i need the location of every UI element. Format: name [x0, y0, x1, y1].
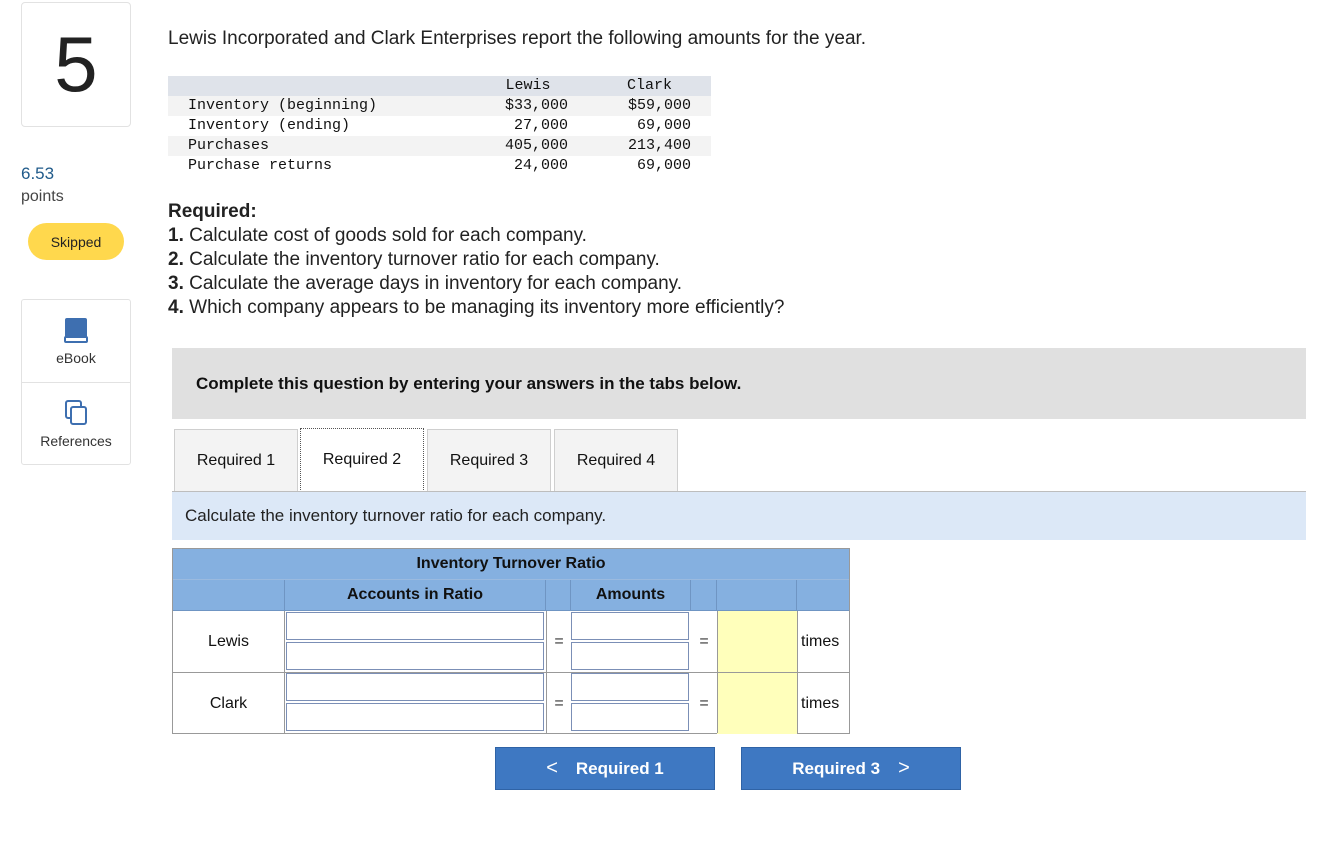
required-item-number: 3.	[168, 273, 184, 294]
next-tab-label: Required 3	[792, 758, 881, 778]
equals-sign: =	[699, 632, 709, 650]
unit-label: times	[801, 632, 840, 650]
clark-value: 213,400	[588, 136, 711, 156]
header-accounts: Accounts in Ratio	[285, 580, 546, 611]
chevron-left-icon: <	[546, 757, 558, 779]
clark-value: 69,000	[588, 156, 711, 176]
header-clark: Clark	[588, 76, 711, 96]
status-badge: Skipped	[28, 223, 124, 260]
row-label-lewis: Lewis	[173, 611, 285, 672]
unit-label: times	[801, 694, 840, 712]
header-blank-cell	[797, 580, 849, 611]
points-block	[21, 164, 64, 206]
row-label: Purchase returns	[168, 156, 468, 176]
clark-numerator-amount-input[interactable]	[571, 673, 689, 701]
header-amounts: Amounts	[571, 580, 691, 611]
lewis-ratio-result[interactable]	[717, 611, 797, 672]
clark-value: 69,000	[588, 116, 711, 136]
header-blank	[168, 76, 468, 96]
lewis-value: $33,000	[468, 96, 588, 116]
tab-required-1[interactable]: Required 1	[174, 429, 298, 491]
lewis-value: 24,000	[468, 156, 588, 176]
header-blank-cell	[173, 580, 285, 611]
ratio-table-title: Inventory Turnover Ratio	[173, 549, 849, 580]
question-number: 5	[21, 2, 131, 127]
equals-sign: =	[554, 632, 564, 650]
table-row	[168, 136, 711, 156]
lewis-numerator-amount-input[interactable]	[571, 612, 689, 640]
required-item-number: 4.	[168, 297, 184, 318]
references-label: References	[40, 432, 112, 449]
required-item-number: 1.	[168, 225, 184, 246]
header-lewis: Lewis	[468, 76, 588, 96]
prev-tab-button[interactable]	[495, 747, 715, 790]
required-item	[168, 272, 784, 296]
prev-tab-label: Required 1	[575, 758, 664, 778]
column-divider	[797, 611, 798, 733]
row-label-clark: Clark	[173, 673, 285, 734]
clark-ratio-result[interactable]	[717, 673, 797, 734]
required-item	[168, 296, 784, 320]
lewis-value: 27,000	[468, 116, 588, 136]
clark-value: $59,000	[588, 96, 711, 116]
next-tab-button[interactable]	[741, 747, 961, 790]
copy-icon	[63, 399, 89, 427]
tab-required-4[interactable]: Required 4	[554, 429, 678, 491]
header-blank-cell	[717, 580, 797, 611]
header-blank-cell	[691, 580, 717, 611]
required-item-number: 2.	[168, 249, 184, 270]
references-button[interactable]	[22, 382, 130, 464]
problem-intro: Lewis Incorporated and Clark Enterprises report the following amounts for the year.	[168, 28, 867, 49]
clark-denominator-amount-input[interactable]	[571, 703, 689, 731]
required-item-text: Which company appears to be managing its inventory more efficiently?	[189, 297, 785, 318]
column-divider	[546, 611, 547, 733]
given-data-table	[168, 76, 711, 176]
required-item-text: Calculate the inventory turnover ratio for each company.	[189, 249, 660, 270]
required-heading: Required:	[168, 201, 257, 222]
lewis-numerator-account-input[interactable]	[286, 612, 544, 640]
equals-sign: =	[554, 694, 564, 712]
required-item-text: Calculate cost of goods sold for each company.	[189, 225, 587, 246]
required-item-text: Calculate the average days in inventory for each company.	[189, 273, 683, 294]
table-header-row	[168, 76, 711, 96]
table-row	[168, 96, 711, 116]
table-row	[168, 156, 711, 176]
tab-required-2[interactable]: Required 2	[300, 428, 424, 492]
lewis-denominator-account-input[interactable]	[286, 642, 544, 670]
lewis-denominator-amount-input[interactable]	[571, 642, 689, 670]
tab-required-3[interactable]: Required 3	[427, 429, 551, 491]
tab-instruction: Calculate the inventory turnover ratio for each company.	[172, 492, 1306, 540]
ebook-button[interactable]	[22, 300, 130, 382]
points-label: points	[21, 188, 64, 205]
clark-denominator-account-input[interactable]	[286, 703, 544, 731]
tools-panel	[21, 299, 131, 465]
equals-sign: =	[699, 694, 709, 712]
instructions-banner: Complete this question by entering your answers in the tabs below.	[172, 348, 1306, 419]
lewis-value: 405,000	[468, 136, 588, 156]
inventory-turnover-table	[172, 548, 850, 734]
clark-numerator-account-input[interactable]	[286, 673, 544, 701]
required-item	[168, 224, 784, 248]
column-divider	[717, 611, 718, 733]
table-row	[168, 116, 711, 136]
points-value: 6.53	[21, 164, 55, 183]
required-section	[168, 200, 784, 320]
row-label: Inventory (ending)	[168, 116, 468, 136]
book-icon	[63, 316, 89, 344]
chevron-right-icon: >	[898, 757, 910, 779]
row-label: Purchases	[168, 136, 468, 156]
row-label: Inventory (beginning)	[168, 96, 468, 116]
ebook-label: eBook	[56, 350, 96, 366]
header-blank-cell	[546, 580, 571, 611]
required-item	[168, 248, 784, 272]
